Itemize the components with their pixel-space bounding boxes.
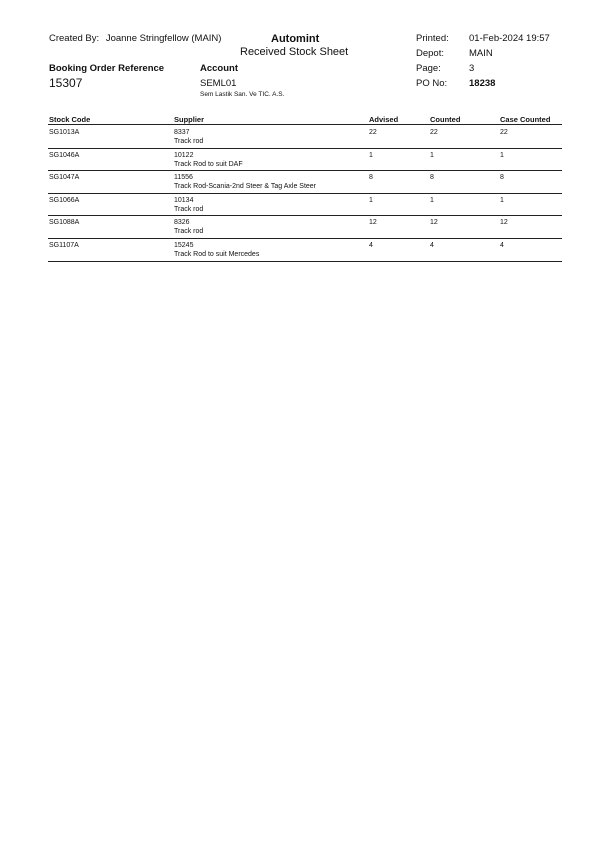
table-row bbox=[48, 218, 562, 241]
cell-stock-code: SG1047A bbox=[49, 174, 80, 182]
po-label: PO No: bbox=[416, 78, 448, 89]
cell-advised: 12 bbox=[369, 219, 377, 227]
cell-description: Track rod bbox=[174, 205, 204, 213]
depot-value: MAIN bbox=[469, 48, 493, 59]
cell-supplier-code: 10134 bbox=[174, 196, 194, 204]
cell-description: Track Rod to suit Mercedes bbox=[174, 251, 260, 258]
column-header-advised: Advised bbox=[369, 115, 399, 124]
account-name: Sem Lastik San. Ve TIC. A.S. bbox=[200, 91, 285, 98]
cell-advised: 1 bbox=[369, 196, 373, 204]
cell-counted: 4 bbox=[430, 242, 434, 249]
created-by-value: Joanne Stringfellow (MAIN) bbox=[105, 33, 222, 44]
cell-description: Track Rod to suit DAF bbox=[174, 160, 243, 168]
cell-description: Track Rod-Scania-2nd Steer & Tag Axle Steer bbox=[174, 183, 317, 191]
column-header-case-counted: Case Counted bbox=[500, 115, 551, 124]
column-header-supplier: Supplier bbox=[174, 115, 205, 124]
cell-counted: 12 bbox=[430, 219, 438, 227]
row-divider bbox=[48, 215, 562, 216]
cell-case-counted: 4 bbox=[500, 242, 504, 249]
table-row bbox=[48, 173, 562, 196]
page-label: Page: bbox=[416, 63, 441, 74]
cell-supplier-code: 15245 bbox=[174, 242, 194, 249]
cell-counted: 1 bbox=[430, 151, 434, 159]
cell-stock-code: SG1046A bbox=[49, 151, 80, 159]
booking-order-value: 15307 bbox=[49, 76, 83, 90]
cell-advised: 22 bbox=[369, 129, 377, 136]
cell-supplier-code: 8337 bbox=[174, 129, 190, 136]
column-header-counted: Counted bbox=[430, 115, 461, 124]
cell-counted: 22 bbox=[430, 129, 438, 136]
depot-label: Depot: bbox=[416, 48, 444, 59]
cell-advised: 4 bbox=[369, 242, 373, 249]
cell-case-counted: 22 bbox=[500, 129, 508, 136]
cell-case-counted: 8 bbox=[500, 174, 504, 182]
cell-stock-code: SG1107A bbox=[49, 242, 79, 249]
po-number: 18238 bbox=[469, 78, 496, 89]
created-by bbox=[49, 33, 221, 44]
cell-counted: 8 bbox=[430, 174, 434, 182]
cell-case-counted: 1 bbox=[500, 151, 504, 159]
cell-stock-code: SG1013A bbox=[49, 129, 80, 136]
row-divider bbox=[48, 193, 562, 194]
cell-case-counted: 1 bbox=[500, 196, 504, 204]
row-divider bbox=[48, 238, 562, 239]
cell-supplier-code: 10122 bbox=[174, 151, 194, 159]
table-row bbox=[48, 241, 562, 264]
cell-stock-code: SG1088A bbox=[49, 219, 80, 227]
created-by-label: Created By: bbox=[49, 33, 100, 44]
row-divider bbox=[48, 148, 562, 149]
table-row bbox=[48, 151, 562, 174]
sheet-title: Received Stock Sheet bbox=[240, 46, 349, 58]
row-divider bbox=[48, 261, 562, 262]
booking-order-label: Booking Order Reference bbox=[49, 63, 165, 74]
cell-stock-code: SG1066A bbox=[49, 196, 80, 204]
company-name: Automint bbox=[271, 33, 320, 45]
cell-case-counted: 12 bbox=[500, 219, 508, 227]
cell-supplier-code: 11556 bbox=[174, 174, 193, 182]
table-row bbox=[48, 128, 562, 151]
page-number: 3 bbox=[469, 63, 475, 74]
printed-label: Printed: bbox=[416, 33, 449, 44]
cell-description: Track rod bbox=[174, 138, 204, 145]
table-header-rule bbox=[48, 124, 562, 125]
cell-advised: 1 bbox=[369, 151, 373, 159]
row-divider bbox=[48, 170, 562, 171]
cell-supplier-code: 8326 bbox=[174, 219, 190, 227]
cell-counted: 1 bbox=[430, 196, 434, 204]
cell-advised: 8 bbox=[369, 174, 373, 182]
column-header-stock-code: Stock Code bbox=[49, 115, 91, 124]
account-code: SEML01 bbox=[200, 78, 237, 89]
printed-value: 01-Feb-2024 19:57 bbox=[469, 33, 550, 44]
cell-description: Track rod bbox=[174, 228, 204, 236]
table-row bbox=[48, 196, 562, 219]
account-label: Account bbox=[200, 63, 238, 74]
